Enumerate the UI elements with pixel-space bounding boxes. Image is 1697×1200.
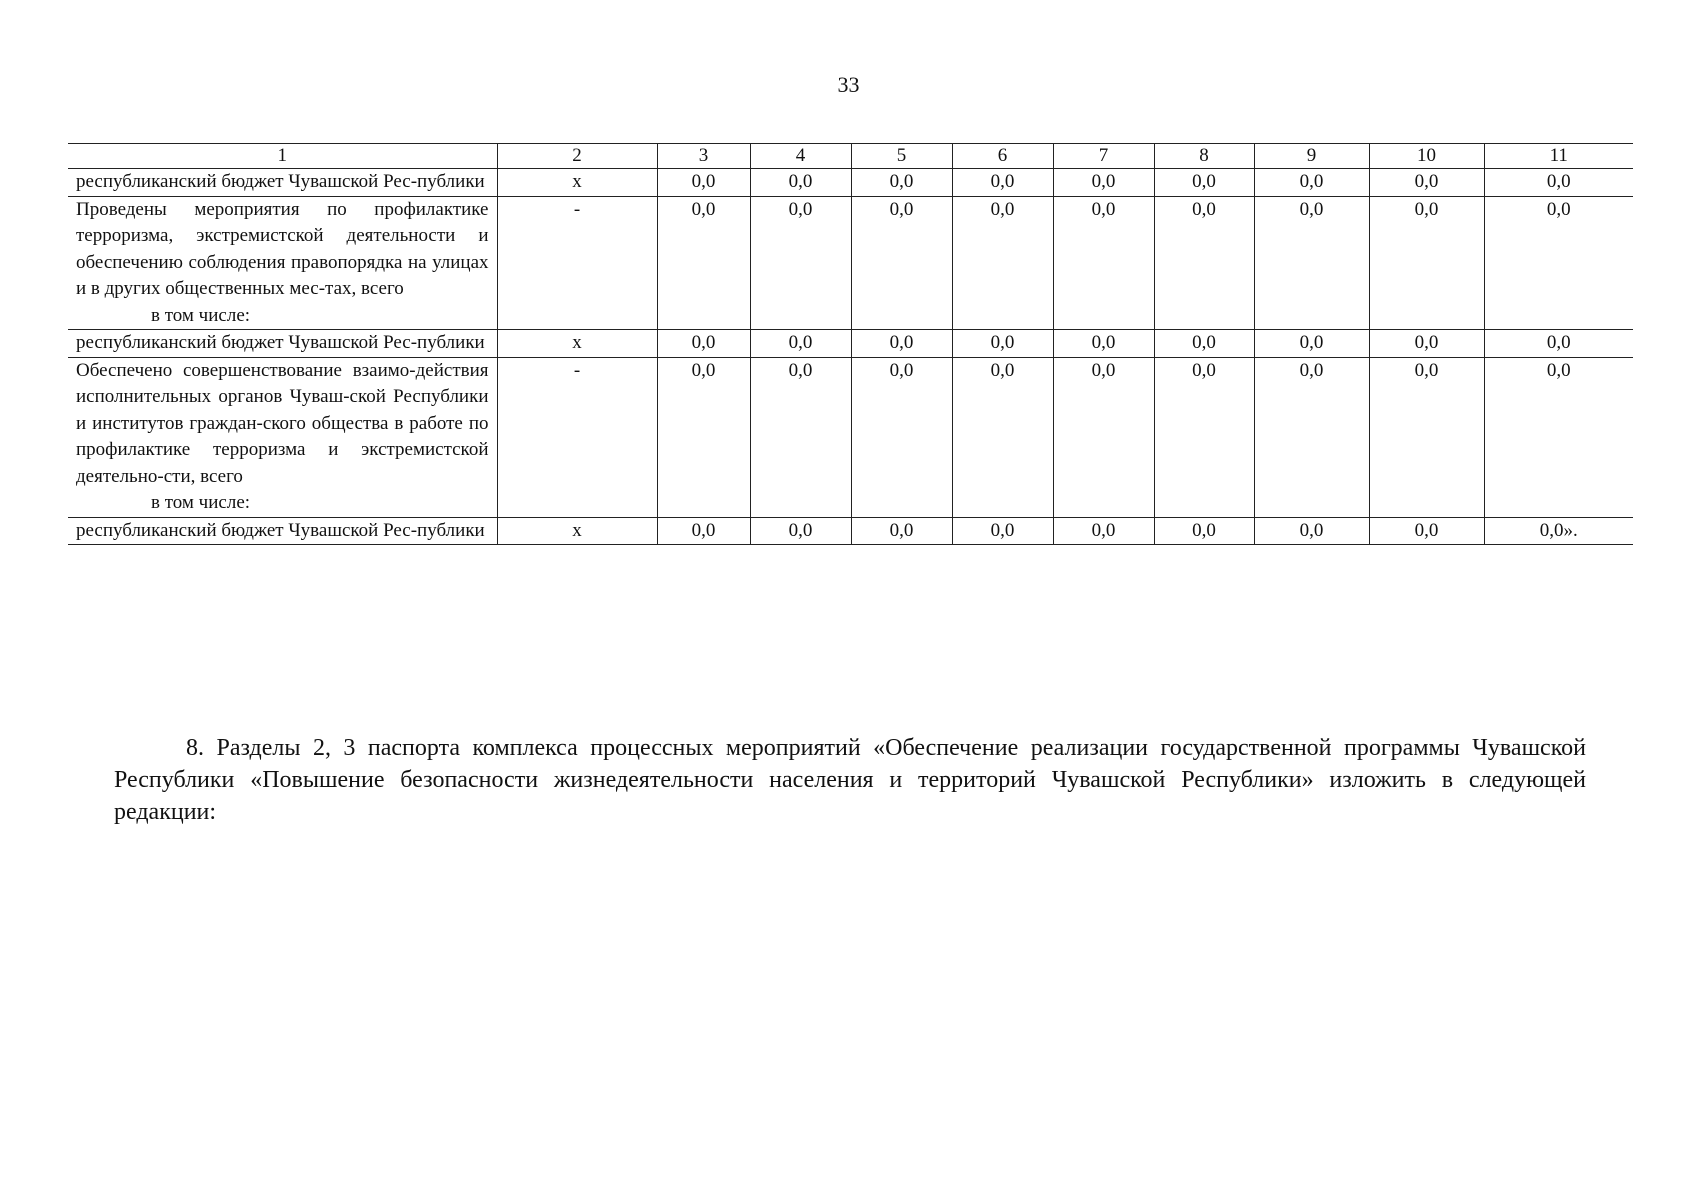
table-cell: 0,0 — [750, 330, 851, 358]
header-cell: 6 — [952, 144, 1053, 169]
header-cell: 11 — [1484, 144, 1633, 169]
header-cell: 10 — [1369, 144, 1484, 169]
row-text: Проведены мероприятия по профилактике терроризма, экстремистской деятельности и обеспечению соблюдения правопорядка на улицах и в других общественных мес-тах, всего — [76, 198, 489, 299]
table-cell: 0,0 — [1154, 357, 1254, 517]
table-cell: 0,0 — [1369, 357, 1484, 517]
table-cell: 0,0 — [1154, 517, 1254, 545]
row-text: республиканский бюджет Чувашской Рес-публики — [76, 519, 485, 541]
table-header-row — [68, 144, 1633, 169]
table-cell: 0,0 — [851, 330, 952, 358]
table-cell: 0,0 — [952, 517, 1053, 545]
row-text: республиканский бюджет Чувашской Рес-публики — [76, 171, 485, 192]
header-cell: 2 — [497, 144, 657, 169]
header-cell: 8 — [1154, 144, 1254, 169]
table-cell: 0,0 — [1484, 196, 1633, 330]
row-description — [68, 357, 497, 517]
table-row — [68, 330, 1633, 358]
table-cell: 0,0 — [750, 169, 851, 197]
table-cell: 0,0». — [1484, 517, 1633, 545]
table-cell: 0,0 — [851, 169, 952, 197]
table-cell: 0,0 — [1053, 169, 1154, 197]
table-cell: 0,0 — [952, 357, 1053, 517]
table-cell: 0,0 — [1053, 330, 1154, 358]
table-cell: 0,0 — [1154, 169, 1254, 197]
table-cell: 0,0 — [851, 357, 952, 517]
table-cell: х — [497, 169, 657, 197]
table-cell: 0,0 — [1254, 196, 1369, 330]
row-subline: в том числе: — [151, 304, 251, 326]
table-cell: 0,0 — [1484, 330, 1633, 358]
header-cell: 4 — [750, 144, 851, 169]
table-cell: 0,0 — [952, 196, 1053, 330]
table-cell: 0,0 — [1369, 517, 1484, 545]
table-cell: 0,0 — [750, 517, 851, 545]
table-cell: 0,0 — [657, 517, 750, 545]
row-description — [68, 517, 497, 545]
table-row — [68, 357, 1633, 517]
table-cell: 0,0 — [1053, 357, 1154, 517]
table-row — [68, 196, 1633, 330]
header-cell: 3 — [657, 144, 750, 169]
header-cell: 7 — [1053, 144, 1154, 169]
row-description — [68, 169, 497, 197]
row-description — [68, 196, 497, 330]
table-cell: 0,0 — [1254, 357, 1369, 517]
table-cell: 0,0 — [1369, 330, 1484, 358]
row-text: республиканский бюджет Чувашской Рес-публики — [76, 332, 485, 353]
page-number: 33 — [837, 72, 860, 97]
table-cell: х — [497, 517, 657, 545]
table-cell: 0,0 — [1154, 196, 1254, 330]
table-cell: 0,0 — [1053, 517, 1154, 545]
table-cell: х — [497, 330, 657, 358]
table-cell: 0,0 — [851, 196, 952, 330]
header-cell: 5 — [851, 144, 952, 169]
table-cell: 0,0 — [1254, 517, 1369, 545]
row-text: Обеспечено совершенствование взаимо-действия исполнительных органов Чуваш-ской Республики и институтов граждан-ского общества в работе по профилактике терроризма и экстремистской деятельно-сти, всего — [76, 359, 489, 487]
header-cell: 9 — [1254, 144, 1369, 169]
table-cell: 0,0 — [750, 196, 851, 330]
budget-table — [68, 143, 1633, 545]
table-cell: 0,0 — [1369, 169, 1484, 197]
table-cell: - — [497, 357, 657, 517]
table-cell: 0,0 — [1154, 330, 1254, 358]
table-cell: 0,0 — [657, 357, 750, 517]
table-cell: 0,0 — [1254, 169, 1369, 197]
table-cell: - — [497, 196, 657, 330]
table-cell: 0,0 — [1254, 330, 1369, 358]
table-row — [68, 169, 1633, 197]
table-cell: 0,0 — [750, 357, 851, 517]
row-subline: в том числе: — [151, 492, 251, 513]
row-description — [68, 330, 497, 358]
table-cell: 0,0 — [851, 517, 952, 545]
table-cell: 0,0 — [952, 330, 1053, 358]
table-cell: 0,0 — [1053, 196, 1154, 330]
table-cell: 0,0 — [657, 196, 750, 330]
table-cell: 0,0 — [1369, 196, 1484, 330]
table-row — [68, 517, 1633, 545]
table-cell: 0,0 — [657, 330, 750, 358]
table-cell: 0,0 — [952, 169, 1053, 197]
table-cell: 0,0 — [657, 169, 750, 197]
header-cell: 1 — [68, 144, 497, 169]
table-cell: 0,0 — [1484, 357, 1633, 517]
body-paragraph: 8. Разделы 2, 3 паспорта комплекса процессных мероприятий «Обеспечение реализации государственной программы Чувашской Республики «Повышение безопасности жизнедеятельности населения и территорий Чувашской Республики» изложить в следующей редакции: — [114, 735, 1586, 825]
table-cell: 0,0 — [1484, 169, 1633, 197]
